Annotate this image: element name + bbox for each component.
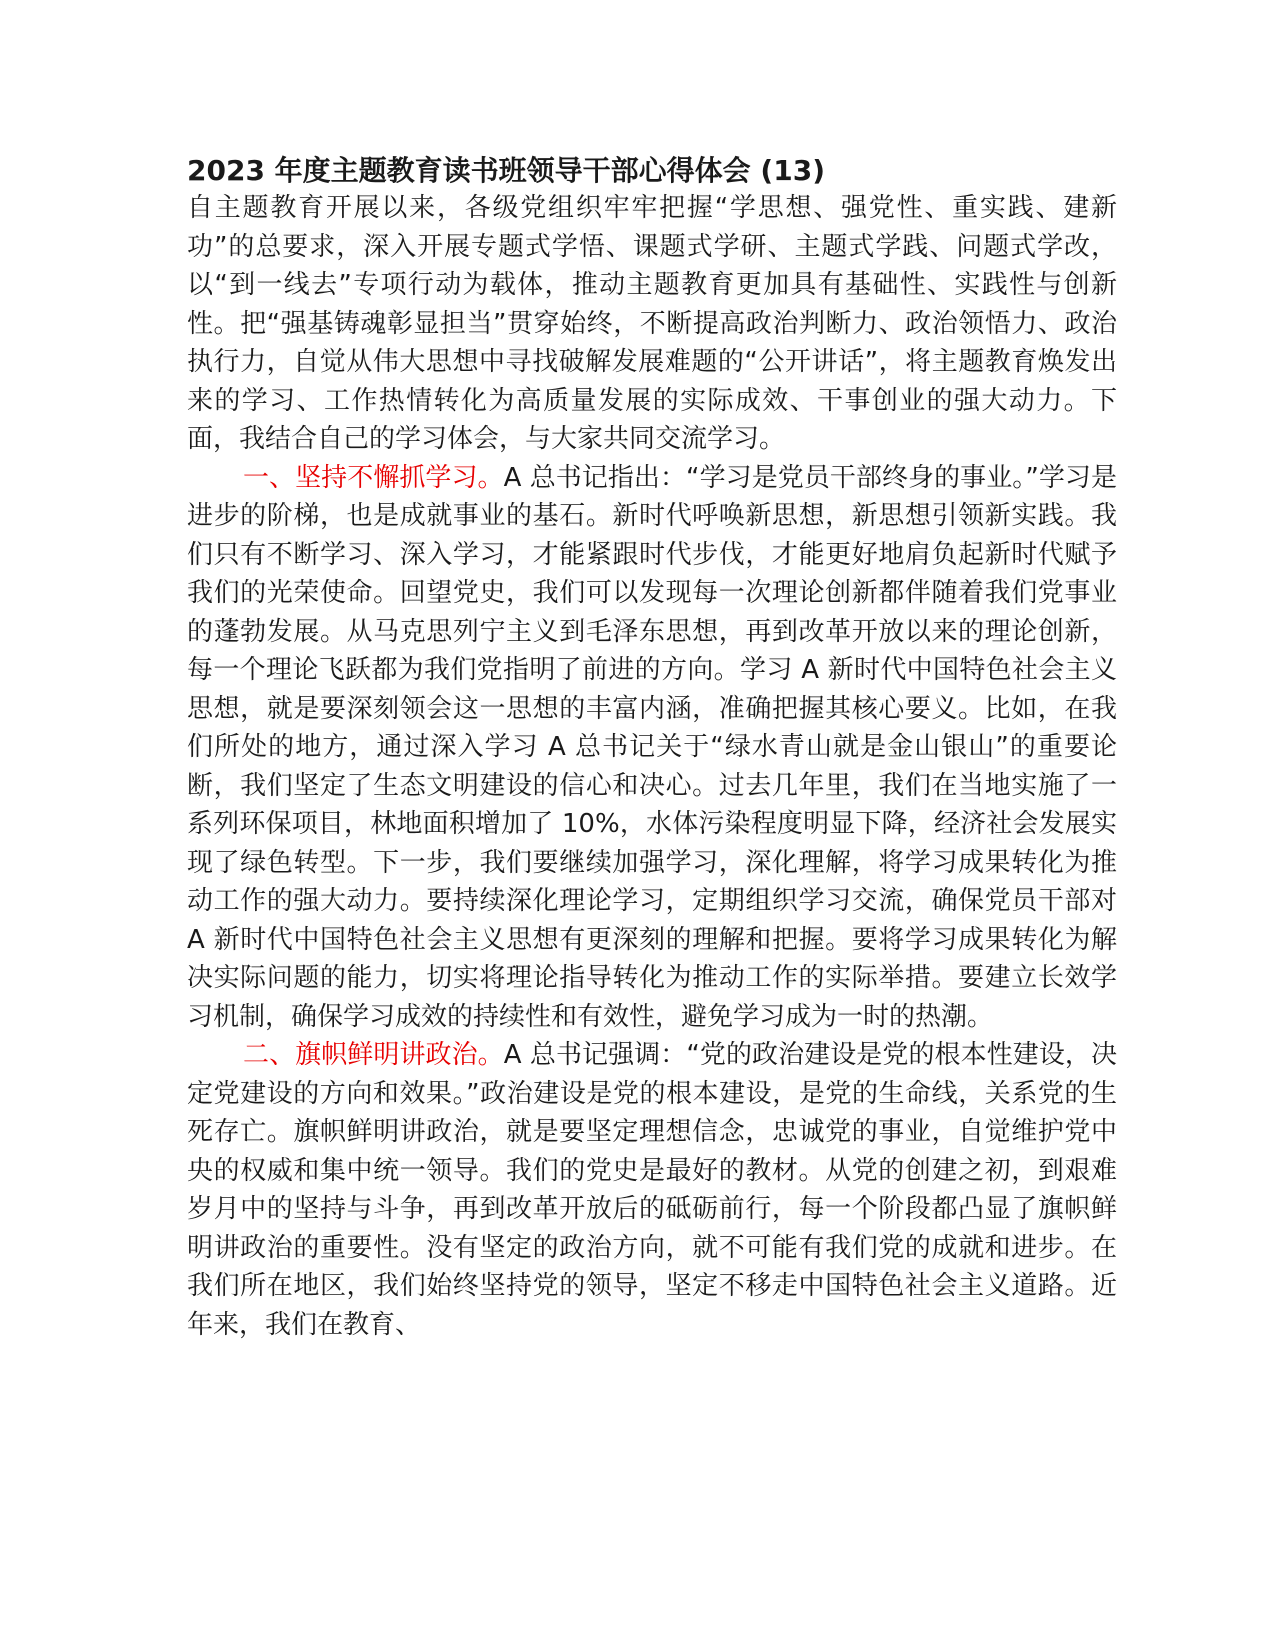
document-title: 2023 年度主题教育读书班领导干部心得体会 (13) [187,154,825,187]
section-2-heading: 二、旗帜鲜明讲政治。 [243,1040,504,1070]
section-1-paragraph [187,459,1117,1037]
document-content [187,153,1117,1344]
section-1-heading: 一、坚持不懈抓学习。 [243,462,504,493]
section-2-paragraph [187,1036,1117,1344]
section-1-body: A 总书记指出：“学习是党员干部终身的事业。”学习是进步的阶梯，也是成就事业的基石。新时代呼唤新思想，新思想引领新实践。我们只有不断学习、深入学习，才能紧跟时代步伐，才能更好地肩负起新时代赋予我们的光荣使命。回望党史，我们可以发现每一次理论创新都伴随着我们党事业的蓬勃发展。从马克思列宁主义到毛泽东思想，再到改革开放以来的理论创新，每一个理论飞跃都为我们党指明了前进的方向。学习 A 新时代中国特色社会主义思想，就是要深刻领会这一思想的丰富内涵，准确把握其核心要义。比如，在我们所处的地方，通过深入学习 A 总书记关于“绿水青山就是金山银山”的重要论断，我们坚定了生态文明建设的信心和决心。过去几年里，我们在当地实施了一系列环保项目，林地面积增加了 10%，水体污染程度明显下降，经济社会发展实现了绿色转型。下一步，我们要继续加强学习，深化理解，将学习成果转化为推动工作的强大动力。要持续深化理论学习，定期组织学习交流，确保党员干部对 A 新时代中国特色社会主义思想有更深刻的理解和把握。要将学习成果转化为解决实际问题的能力，切实将理论指导转化为推动工作的实际举措。要建立长效学习机制，确保学习成效的持续性和有效性，避免学习成为一时的热潮。 [187,462,1117,1032]
section-2-body: A 总书记强调：“党的政治建设是党的根本性建设，决定党建设的方向和效果。”政治建设是党的根本建设，是党的生命线，关系党的生死存亡。旗帜鲜明讲政治，就是要坚定理想信念，忠诚党的事业，自觉维护党中央的权威和集中统一领导。我们的党史是最好的教材。从党的创建之初，到艰难岁月中的坚持与斗争，再到改革开放后的砥砺前行，每一个阶段都凸显了旗帜鲜明讲政治的重要性。没有坚定的政治方向，就不可能有我们党的成就和进步。在我们所在地区，我们始终坚持党的领导，坚定不移走中国特色社会主义道路。近年来，我们在教育、 [187,1040,1117,1340]
intro-paragraph: 自主题教育开展以来，各级党组织牢牢把握“学思想、强党性、重实践、建新功”的总要求，深入开展专题式学悟、课题式学研、主题式学践、问题式学改，以“到一线去”专项行动为载体，推动主题教育更加具有基础性、实践性与创新性。把“强基铸魂彰显担当”贯穿始终，不断提高政治判断力、政治领悟力、政治执行力，自觉从伟大思想中寻找破解发展难题的“公开讲话”，将主题教育焕发出来的学习、工作热情转化为高质量发展的实际成效、干事创业的强大动力。下面，我结合自己的学习体会，与大家共同交流学习。 [187,193,1117,454]
